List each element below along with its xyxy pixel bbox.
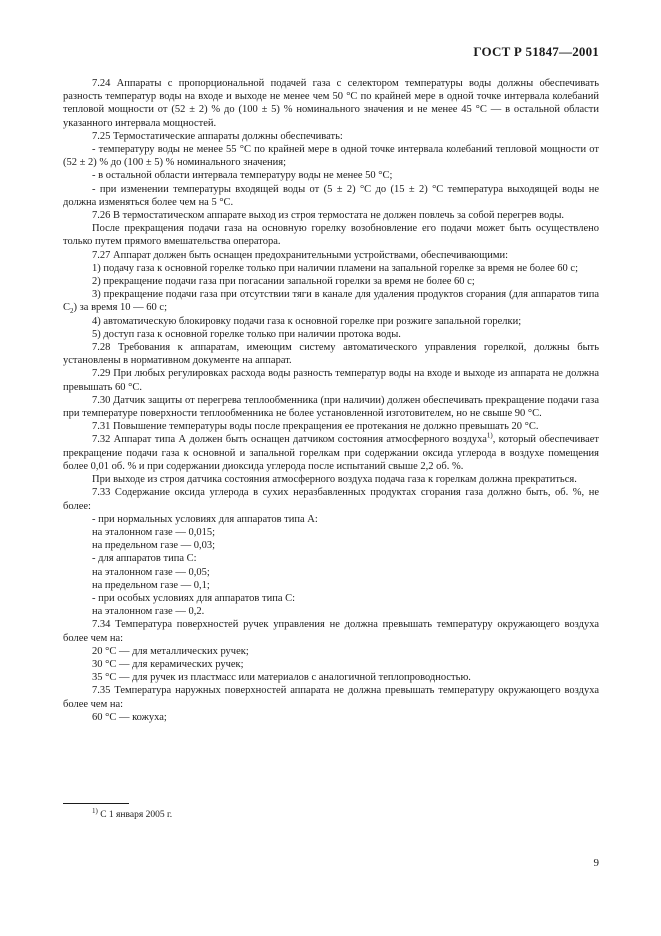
standard-header: ГОСТ Р 51847—2001 bbox=[473, 44, 599, 59]
paragraph: - при изменении температуры входящей воды от (5 ± 2) °С до (15 ± 2) °С температура выходящей воды не должна изменяться более чем на 5 °С. bbox=[63, 183, 599, 208]
paragraph: 7.28 Требования к аппаратам, имеющим систему автоматического управления горелкой, должны быть установлены в нормативном документе на аппарат. bbox=[63, 342, 599, 367]
paragraph: 7.33 Содержание оксида углерода в сухих неразбавленных продуктах сгорания газа должно быть, об. %, не более: bbox=[63, 487, 599, 512]
paragraph: 7.29 При любых регулировках расхода воды разность температур воды на входе и выходе из аппарата не должна превышать 60 °С. bbox=[63, 368, 599, 393]
paragraph: 4) автоматическую блокировку подачи газа к основной горелке при розжиге запальной горелки; bbox=[92, 315, 522, 327]
paragraph: 7.26 В термостатическом аппарате выход из строя термостата не должен повлечь за собой перегрев воды. bbox=[92, 210, 565, 222]
paragraph: 1) подачу газа к основной горелке только при наличии пламени на запальной горелке за время не более 60 с; bbox=[92, 262, 578, 274]
paragraph: 35 °С — для ручек из пластмасс или материалов с аналогичной теплопроводностью. bbox=[92, 672, 471, 684]
document-body bbox=[63, 77, 599, 724]
paragraph-text: 7.32 Аппарат типа А должен быть оснащен датчиком состояния атмосферного воздуха bbox=[92, 434, 487, 446]
footnote-text: С 1 января 2005 г. bbox=[100, 810, 173, 820]
paragraph: - для аппаратов типа С: bbox=[92, 553, 197, 565]
footnote-ref: 1) bbox=[486, 431, 493, 440]
paragraph-footnoted bbox=[63, 433, 599, 473]
paragraph: - при нормальных условиях для аппаратов типа А: bbox=[92, 513, 318, 525]
paragraph: 7.25 Термостатические аппараты должны обеспечивать: bbox=[92, 130, 343, 142]
paragraph-text: ) за время 10 — 60 с; bbox=[73, 302, 167, 314]
paragraph: При выходе из строя датчика состояния атмосферного воздуха подача газа к горелкам должна прекратиться. bbox=[92, 474, 577, 486]
footnote-mark: 1) bbox=[92, 806, 98, 815]
paragraph: 30 °С — для керамических ручек; bbox=[92, 658, 244, 670]
paragraph: После прекращения подачи газа на основную горелку возобновление его подачи может быть осуществлено только путем прямого вмешательства оператора. bbox=[63, 223, 599, 248]
paragraph: 7.35 Температура наружных поверхностей аппарата не должна превышать температуру окружающего воздуха более чем на: bbox=[63, 685, 599, 710]
paragraph: 7.24 Аппараты с пропорциональной подачей газа с селектором температуры воды должны обеспечивать разность температур воды на входе и выходе не менее чем 50 °С по крайней мере в одной точке интервала колебаний тепловой мощности от (52 ± 2) % до (100 ± 5) % номинального значения и не менее 45 °С — в остальной области указанного интервала мощностей. bbox=[63, 78, 599, 129]
paragraph: 7.27 Аппарат должен быть оснащен предохранительными устройствами, обеспечивающими: bbox=[92, 249, 509, 261]
paragraph-text: , который обеспечивает прекращение подачи газа к основной и запальной горелкам при содержании оксида углерода в воздухе помещения более 0,01 об. % и при содержании диоксида углерода после испытаний свыше 2,2 об. %. bbox=[63, 434, 599, 472]
paragraph-text: 3) прекращение подачи газа при отсутствии тяги в канале для удаления продуктов сгорания (для аппаратов типа С bbox=[63, 289, 599, 314]
paragraph: 7.30 Датчик защиты от перегрева теплообменника (при наличии) должен обеспечивать прекращение подачи газа при температуре поверхности теплообменника не более установленной изготовителем, но не свыше 90 °С. bbox=[63, 394, 599, 420]
paragraph: - температуру воды не менее 55 °С по крайней мере в одной точке интервала колебаний тепловой мощности от (52 ± 2) % до (100 ± 5) % номинального значения; bbox=[63, 144, 599, 169]
paragraph: 7.31 Повышение температуры воды после прекращения ее протекания не должно превышать 20 °С. bbox=[92, 421, 539, 433]
paragraph-c2 bbox=[63, 288, 599, 314]
list-item: на эталонном газе — 0,015; bbox=[92, 526, 215, 538]
paragraph: 7.34 Температура поверхностей ручек управления не должна превышать температуру окружающего воздуха более чем на: bbox=[63, 619, 599, 644]
page-number: 9 bbox=[593, 857, 599, 869]
list-item: на предельном газе — 0,1; bbox=[92, 579, 210, 591]
paragraph: 2) прекращение подачи газа при погасании запальной горелки за время не более 60 с; bbox=[92, 276, 475, 288]
paragraph: 20 °С — для металлических ручек; bbox=[92, 645, 249, 657]
list-item: на эталонном газе — 0,2. bbox=[92, 606, 205, 618]
list-item: на предельном газе — 0,03; bbox=[92, 540, 216, 552]
footnote-divider bbox=[63, 803, 129, 804]
list-item: на эталонном газе — 0,05; bbox=[92, 566, 210, 578]
paragraph: 60 °С — кожуха; bbox=[92, 711, 167, 723]
footnote bbox=[92, 806, 173, 820]
paragraph: - при особых условиях для аппаратов типа С: bbox=[92, 592, 296, 604]
subscript: 2 bbox=[70, 307, 74, 316]
paragraph: 5) доступ газа к основной горелке только при наличии протока воды. bbox=[92, 328, 401, 340]
paragraph: - в остальной области интервала температуру воды не менее 50 °С; bbox=[92, 170, 393, 182]
